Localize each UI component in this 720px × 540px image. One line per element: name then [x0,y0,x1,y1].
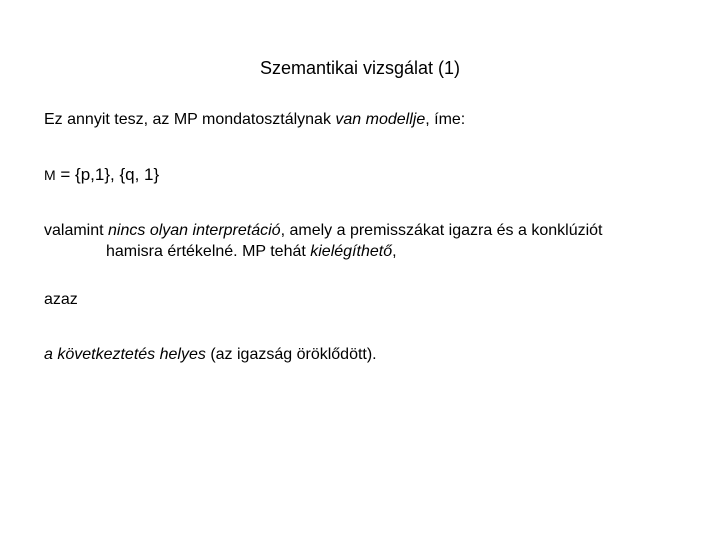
text-segment: hamisra értékelné. MP tehát [106,243,311,260]
paragraph-azaz: azaz [44,291,78,308]
text-segment: , [392,243,397,260]
paragraph-interpretation [44,220,694,262]
model-symbol: M [44,167,56,183]
emphasis-kielegitheto: kielégíthető [310,243,393,260]
emphasis-nincs-olyan-interpretacio: nincs olyan interpretáció [108,222,281,239]
paragraph-model-statement [44,109,694,130]
text-segment: Ez annyit tesz, az MP mondatosztálynak [44,111,336,128]
indented-line [44,241,694,262]
emphasis-van-modellje: van modellje [335,111,426,128]
slide-title: Szemantikai vizsgálat (1) [259,58,461,78]
text-segment: , amely a premisszákat igazra és a konklúziót [280,222,603,239]
paragraph-conclusion [44,344,694,365]
model-value: = {p,1}, {q, 1} [55,165,160,184]
paragraph-model-definition [44,164,694,186]
text-segment: , íme: [425,111,466,128]
text-segment: (az igazság öröklődött). [205,346,377,363]
emphasis-kovetkeztetes-helyes: a következtetés helyes [44,346,206,363]
text-segment: valamint [44,222,109,239]
